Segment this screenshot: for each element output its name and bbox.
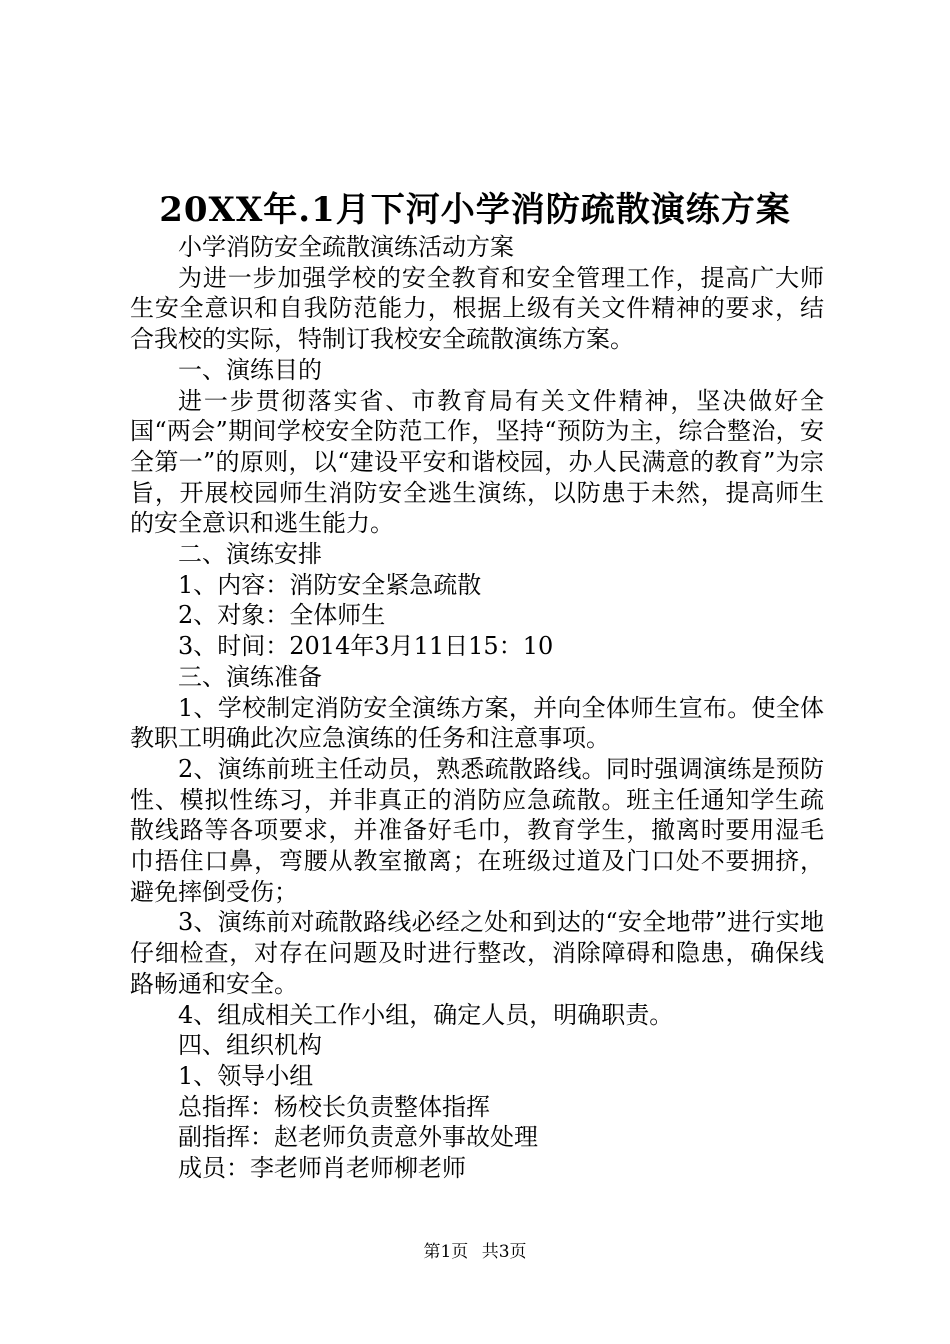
subtitle-paragraph: 小学消防安全疏散演练活动方案 <box>178 233 514 261</box>
section-heading-organization: 四、组织机构 <box>178 1031 322 1060</box>
document-body <box>130 232 824 1184</box>
preparation-item-1: 1、学校制定消防安全演练方案，并向全体师生宣布。使全体教职工明确此次应急演练的任务和注意事项。 <box>130 693 824 753</box>
organization-leadership-group: 1、领导小组 <box>178 1061 314 1090</box>
preparation-item-2: 2、演练前班主任动员，熟悉疏散路线。同时强调演练是预防性、模拟性练习，并非真正的消防应急疏散。班主任通知学生疏散线路等各项要求，并准备好毛巾，教育学生，撤离时要用湿毛巾捂住口鼻，弯腰从教室撤离；在班级过道及门口处不要拥挤，避免摔倒受伤； <box>130 754 824 906</box>
document-title: 20XX年.1月下河小学消防疏散演练方案 <box>159 190 791 230</box>
organization-deputy-commander: 副指挥：赵老师负责意外事故处理 <box>178 1123 538 1152</box>
arrangement-target: 2、对象：全体师生 <box>178 601 386 630</box>
preparation-item-4: 4、组成相关工作小组，确定人员，明确职责。 <box>178 1000 674 1029</box>
section-heading-preparation: 三、演练准备 <box>178 662 322 691</box>
organization-commander: 总指挥：杨校长负责整体指挥 <box>178 1092 490 1121</box>
page-footer <box>0 1240 950 1264</box>
purpose-paragraph: 进一步贯彻落实省、市教育局有关文件精神，坚决做好全国“两会”期间学校安全防范工作，坚持“预防为主，综合整治，安全第一”的原则，以“建设平安和谐校园，办人民满意的教育”为宗旨，开展校园师生消防安全逃生演练，以防患于未然，提高师生的安全意识和逃生能力。 <box>130 386 824 538</box>
intro-paragraph: 为进一步加强学校的安全教育和安全管理工作，提高广大师生安全意识和自我防范能力，根据上级有关文件精神的要求，结合我校的实际，特制订我校安全疏散演练方案。 <box>130 263 824 354</box>
preparation-item-3: 3、演练前对疏散路线必经之处和到达的“安全地带”进行实地仔细检查，对存在问题及时进行整改，消除障碍和隐患，确保线路畅通和安全。 <box>130 908 824 998</box>
section-heading-purpose: 一、演练目的 <box>178 355 322 384</box>
organization-members: 成员：李老师肖老师柳老师 <box>178 1154 466 1183</box>
arrangement-content: 1、内容：消防安全紧急疏散 <box>178 570 482 599</box>
section-heading-arrangement: 二、演练安排 <box>178 540 322 569</box>
arrangement-time: 3、时间：2014年3月11日15：10 <box>178 632 554 661</box>
page-number-total: 共3页 <box>481 1242 527 1262</box>
page-number-current: 第1页 <box>423 1242 469 1262</box>
